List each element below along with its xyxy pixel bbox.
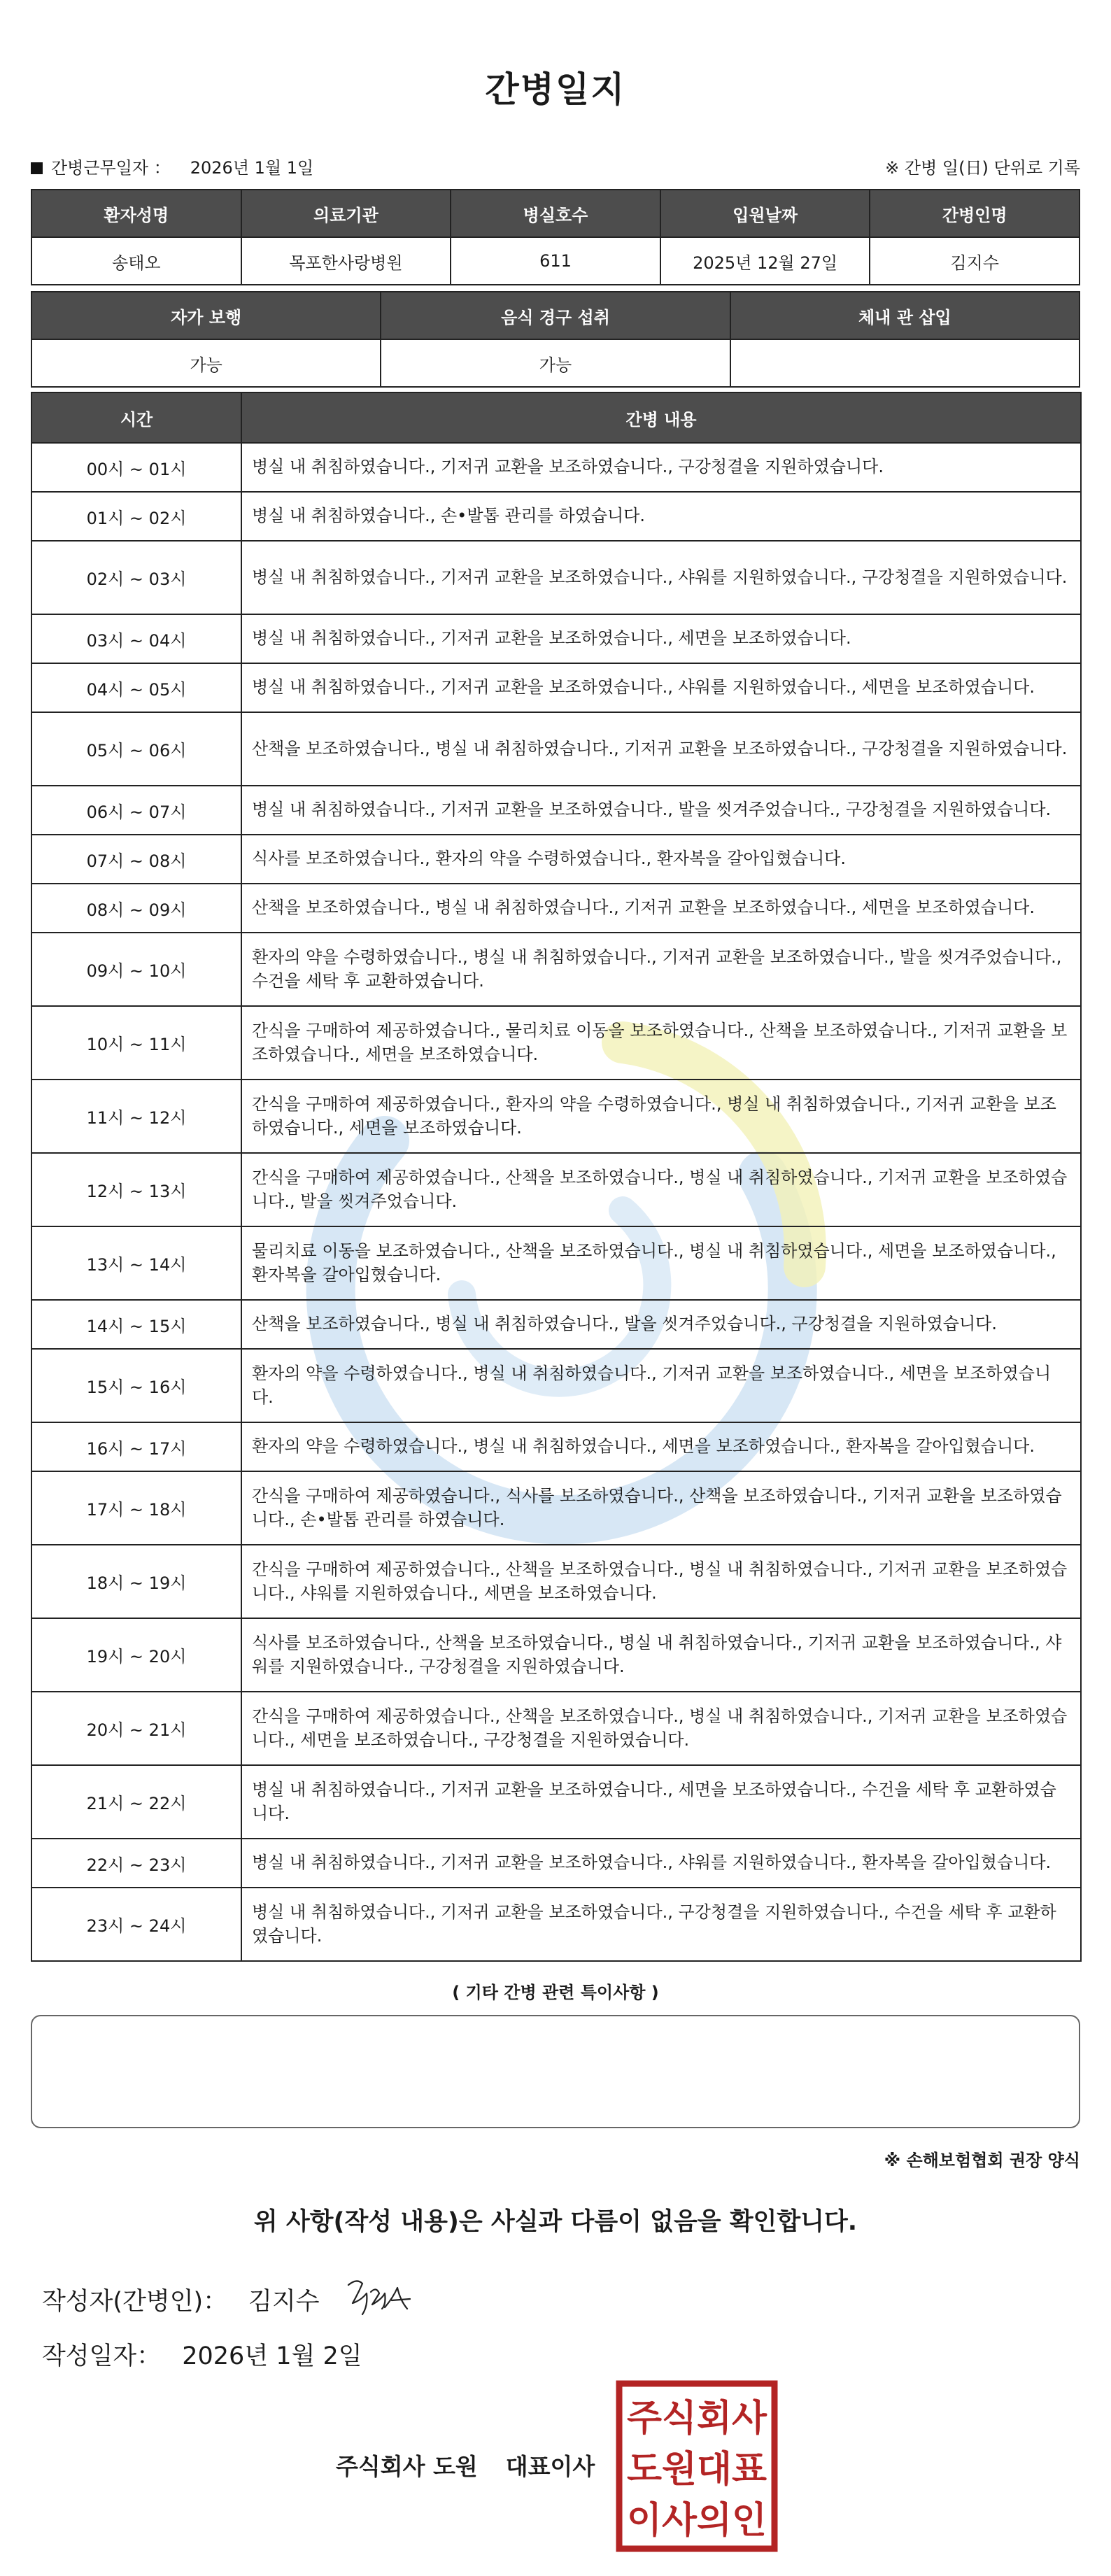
log-content-cell: 병실 내 취침하였습니다., 기저귀 교환을 보조하였습니다., 샤워를 지원하였습니다., 구강청결을 지원하였습니다. (241, 541, 1081, 614)
oral-intake-value: 가능 (381, 339, 730, 387)
ability-header-row (31, 292, 1080, 339)
work-date-value: 2026년 1월 1일 (190, 158, 314, 178)
log-row (31, 492, 1081, 541)
header-caregiver-name: 간병인명 (870, 190, 1080, 237)
log-time-cell: 08시 ~ 09시 (31, 884, 241, 933)
log-time-cell: 18시 ~ 19시 (31, 1545, 241, 1618)
admission-date: 2025년 12월 27일 (660, 237, 870, 285)
log-content-cell: 간식을 구매하여 제공하였습니다., 산책을 보조하였습니다., 병실 내 취침하였습니다., 기저귀 교환을 보조하였습니다., 샤워를 지원하였습니다., 세면을 보조하였습니다. (241, 1545, 1081, 1618)
unit-note: ※ 간병 일(日) 단위로 기록 (885, 158, 1080, 178)
log-content-cell: 병실 내 취침하였습니다., 기저귀 교환을 보조하였습니다., 발을 씻겨주었습니다., 구강청결을 지원하였습니다. (241, 786, 1081, 835)
write-date-label: 작성일자： (42, 2342, 162, 2370)
log-row (31, 1226, 1081, 1300)
header-hospital: 의료기관 (241, 190, 451, 237)
log-content-cell: 환자의 약을 수령하였습니다., 병실 내 취침하였습니다., 기저귀 교환을 보조하였습니다., 발을 씻겨주었습니다., 수건을 세탁 후 교환하였습니다. (241, 933, 1081, 1006)
log-content-cell: 병실 내 취침하였습니다., 기저귀 교환을 보조하였습니다., 세면을 보조하였습니다., 수건을 세탁 후 교환하였습니다. (241, 1765, 1081, 1839)
hospital-name: 목포한사랑병원 (241, 237, 451, 285)
log-time-cell: 10시 ~ 11시 (31, 1006, 241, 1080)
log-row (31, 933, 1081, 1006)
log-time-cell: 01시 ~ 02시 (31, 492, 241, 541)
log-row (31, 1618, 1081, 1692)
seal-line-3: 이사의인 (627, 2500, 767, 2542)
document-title: 간병일지 (485, 69, 626, 110)
log-time-cell: 19시 ~ 20시 (31, 1618, 241, 1692)
log-content-cell: 산책을 보조하였습니다., 병실 내 취침하였습니다., 기저귀 교환을 보조하였습니다., 구강청결을 지원하였습니다. (241, 712, 1081, 786)
log-row (31, 663, 1081, 712)
header-patient-name: 환자성명 (31, 190, 241, 237)
log-row (31, 1692, 1081, 1765)
log-time-cell: 06시 ~ 07시 (31, 786, 241, 835)
log-time-cell: 00시 ~ 01시 (31, 443, 241, 492)
log-row (31, 1839, 1081, 1888)
log-time-cell: 23시 ~ 24시 (31, 1888, 241, 1961)
company-line (336, 2449, 595, 2482)
self-walking-value: 가능 (31, 339, 381, 387)
log-content-cell: 식사를 보조하였습니다., 환자의 약을 수령하였습니다., 환자복을 갈아입혔습니다. (241, 835, 1081, 884)
info-header-row (31, 190, 1080, 237)
header-admission-date: 입원날짜 (660, 190, 870, 237)
log-content-cell: 간식을 구매하여 제공하였습니다., 물리치료 이동을 보조하였습니다., 산책을 보조하였습니다., 기저귀 교환을 보조하였습니다., 세면을 보조하였습니다. (241, 1006, 1081, 1080)
log-content-cell: 간식을 구매하여 제공하였습니다., 산책을 보조하였습니다., 병실 내 취침하였습니다., 기저귀 교환을 보조하였습니다., 발을 씻겨주었습니다. (241, 1153, 1081, 1226)
log-row (31, 443, 1081, 492)
special-notes-box (31, 2015, 1080, 2128)
log-row (31, 1471, 1081, 1545)
patient-ability-table (31, 291, 1080, 388)
log-row (31, 614, 1081, 663)
log-content-cell: 환자의 약을 수령하였습니다., 병실 내 취침하였습니다., 세면을 보조하였습니다., 환자복을 갈아입혔습니다. (241, 1422, 1081, 1471)
confirm-statement: 위 사항(작성 내용)은 사실과 다름이 없음을 확인합니다. (253, 2208, 858, 2236)
log-content-cell: 산책을 보조하였습니다., 병실 내 취침하였습니다., 발을 씻겨주었습니다., 구강청결을 지원하였습니다. (241, 1300, 1081, 1349)
room-number: 611 (451, 237, 660, 285)
log-content-cell: 산책을 보조하였습니다., 병실 내 취침하였습니다., 기저귀 교환을 보조하였습니다., 세면을 보조하였습니다. (241, 884, 1081, 933)
log-content-cell: 물리치료 이동을 보조하였습니다., 산책을 보조하였습니다., 병실 내 취침하였습니다., 세면을 보조하였습니다., 환자복을 갈아입혔습니다. (241, 1226, 1081, 1300)
tube-insertion-value (730, 339, 1080, 387)
log-row (31, 1006, 1081, 1080)
log-time-cell: 07시 ~ 08시 (31, 835, 241, 884)
log-content-cell: 병실 내 취침하였습니다., 기저귀 교환을 보조하였습니다., 샤워를 지원하였습니다., 세면을 보조하였습니다. (241, 663, 1081, 712)
log-content-cell: 병실 내 취침하였습니다., 기저귀 교환을 보조하였습니다., 구강청결을 지원하였습니다. (241, 443, 1081, 492)
header-tube-insertion: 체내 관 삽입 (730, 292, 1080, 339)
log-time-cell: 12시 ~ 13시 (31, 1153, 241, 1226)
log-row (31, 712, 1081, 786)
seal-line-1: 주식회사 (627, 2398, 767, 2440)
log-row (31, 786, 1081, 835)
patient-info-table (31, 189, 1080, 285)
work-date-line (31, 154, 313, 178)
log-content-cell: 환자의 약을 수령하였습니다., 병실 내 취침하였습니다., 기저귀 교환을 보조하였습니다., 세면을 보조하였습니다. (241, 1349, 1081, 1422)
log-time-cell: 15시 ~ 16시 (31, 1349, 241, 1422)
header-time: 시간 (31, 392, 241, 443)
header-self-walking: 자가 보행 (31, 292, 381, 339)
writer-label: 작성자(간병인)： (42, 2288, 228, 2316)
log-header-row (31, 392, 1081, 443)
log-content-cell: 병실 내 취침하였습니다., 기저귀 교환을 보조하였습니다., 구강청결을 지원하였습니다., 수건을 세탁 후 교환하였습니다. (241, 1888, 1081, 1961)
log-row (31, 884, 1081, 933)
caregiver-name: 김지수 (870, 237, 1080, 285)
log-row (31, 1300, 1081, 1349)
write-date-line (42, 2337, 362, 2372)
log-time-cell: 20시 ~ 21시 (31, 1692, 241, 1765)
log-time-cell: 21시 ~ 22시 (31, 1765, 241, 1839)
log-row (31, 835, 1081, 884)
signature-icon (343, 2272, 420, 2321)
special-notes-title: ( 기타 간병 관련 특이사항 ) (452, 1983, 659, 2002)
write-date-value: 2026년 1월 2일 (182, 2342, 362, 2370)
header-oral-intake: 음식 경구 섭취 (381, 292, 730, 339)
log-row (31, 1153, 1081, 1226)
log-content-cell: 간식을 구매하여 제공하였습니다., 환자의 약을 수령하였습니다., 병실 내 취침하였습니다., 기저귀 교환을 보조하였습니다., 세면을 보조하였습니다. (241, 1080, 1081, 1153)
header-care-content: 간병 내용 (241, 392, 1081, 443)
writer-name: 김지수 (248, 2288, 320, 2316)
company-rep-title: 대표이사 (505, 2453, 595, 2480)
writer-line (42, 2282, 320, 2317)
log-time-cell: 14시 ~ 15시 (31, 1300, 241, 1349)
log-row (31, 1545, 1081, 1618)
log-time-cell: 09시 ~ 10시 (31, 933, 241, 1006)
log-time-cell: 05시 ~ 06시 (31, 712, 241, 786)
log-time-cell: 03시 ~ 04시 (31, 614, 241, 663)
header-room-number: 병실호수 (451, 190, 660, 237)
log-time-cell: 04시 ~ 05시 (31, 663, 241, 712)
log-content-cell: 병실 내 취침하였습니다., 손•발톱 관리를 하였습니다. (241, 492, 1081, 541)
log-row (31, 1080, 1081, 1153)
log-time-cell: 22시 ~ 23시 (31, 1839, 241, 1888)
log-body (31, 443, 1081, 1961)
care-log-table (31, 392, 1082, 1962)
log-time-cell: 13시 ~ 14시 (31, 1226, 241, 1300)
log-content-cell: 식사를 보조하였습니다., 산책을 보조하였습니다., 병실 내 취침하였습니다., 기저귀 교환을 보조하였습니다., 샤워를 지원하였습니다., 구강청결을 지원하였습니다. (241, 1618, 1081, 1692)
company-name: 주식회사 도원 (336, 2453, 478, 2480)
patient-name: 송태오 (31, 237, 241, 285)
info-value-row (31, 237, 1080, 285)
log-content-cell: 병실 내 취침하였습니다., 기저귀 교환을 보조하였습니다., 샤워를 지원하였습니다., 환자복을 갈아입혔습니다. (241, 1839, 1081, 1888)
ability-value-row (31, 339, 1080, 387)
company-seal-icon (616, 2380, 778, 2552)
log-row (31, 1765, 1081, 1839)
log-content-cell: 간식을 구매하여 제공하였습니다., 식사를 보조하였습니다., 산책을 보조하였습니다., 기저귀 교환을 보조하였습니다., 손•발톱 관리를 하였습니다. (241, 1471, 1081, 1545)
seal-line-2: 도원대표 (627, 2449, 767, 2491)
log-time-cell: 17시 ~ 18시 (31, 1471, 241, 1545)
log-row (31, 541, 1081, 614)
black-square-icon (31, 162, 43, 174)
log-time-cell: 02시 ~ 03시 (31, 541, 241, 614)
log-row (31, 1422, 1081, 1471)
log-time-cell: 16시 ~ 17시 (31, 1422, 241, 1471)
log-content-cell: 병실 내 취침하였습니다., 기저귀 교환을 보조하였습니다., 세면을 보조하였습니다. (241, 614, 1081, 663)
log-row (31, 1349, 1081, 1422)
recommend-note: ※ 손해보험협회 권장 양식 (884, 2151, 1080, 2170)
log-row (31, 1888, 1081, 1961)
log-content-cell: 간식을 구매하여 제공하였습니다., 산책을 보조하였습니다., 병실 내 취침하였습니다., 기저귀 교환을 보조하였습니다., 세면을 보조하였습니다., 구강청결을 지원하였습니다. (241, 1692, 1081, 1765)
work-date-label: 간병근무일자 ： (51, 158, 171, 178)
log-time-cell: 11시 ~ 12시 (31, 1080, 241, 1153)
